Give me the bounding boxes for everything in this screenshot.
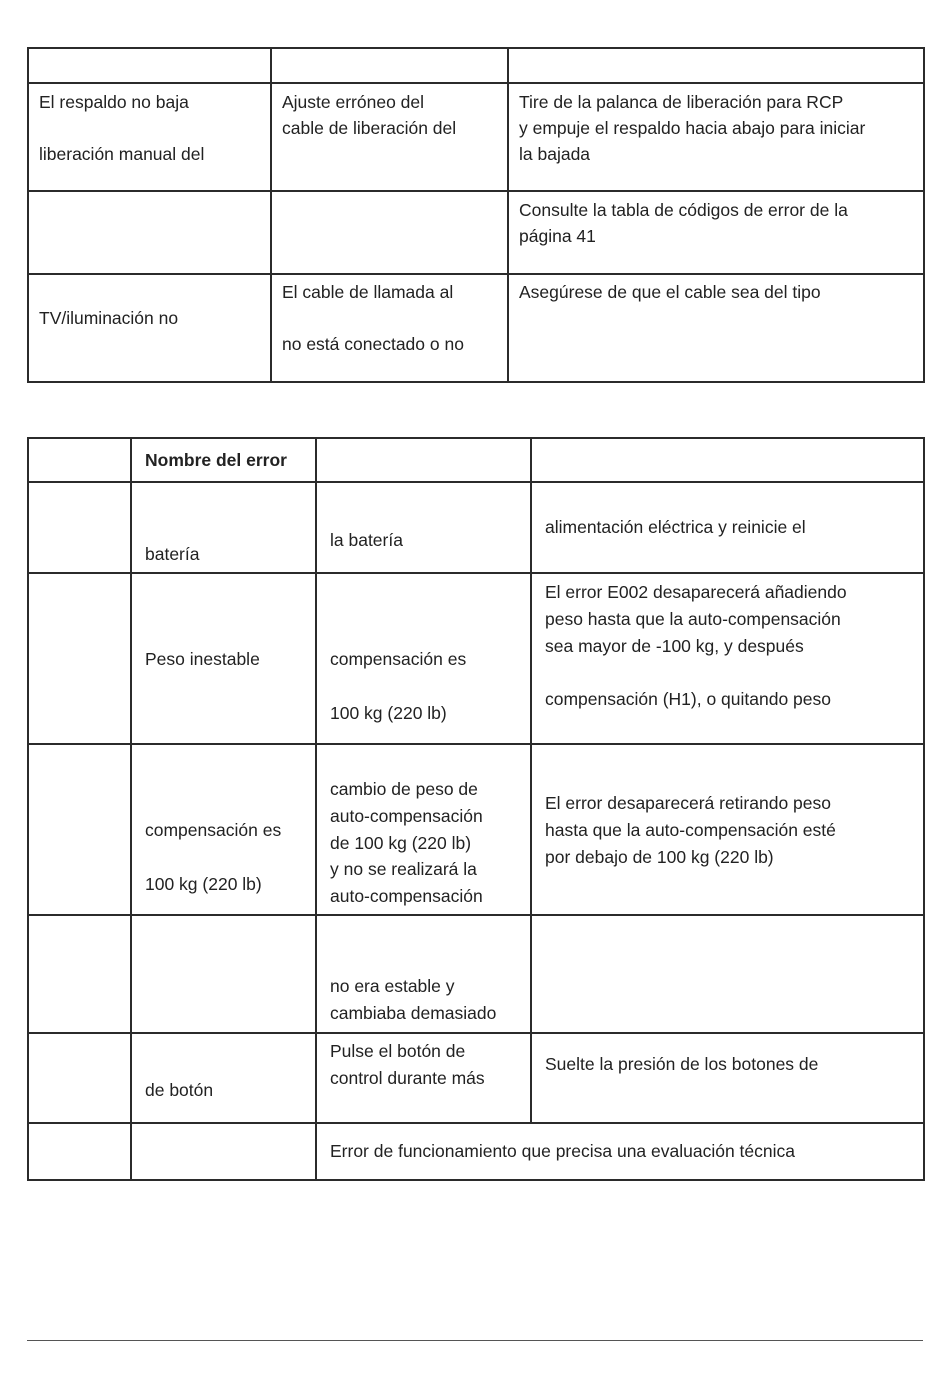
cell-line: Peso inestable [145,649,260,669]
code-cell [28,744,131,915]
error-name-cell [131,915,316,1033]
cell-line: liberación manual del [39,144,205,164]
cause-cell [271,274,508,382]
table-row [28,1123,924,1180]
error-name-cell [131,744,316,915]
cell-line: El cable de llamada al [282,282,454,302]
solution-cell [508,191,924,274]
cell-line: 100 kg (220 lb) [145,873,262,894]
solution-cell [508,83,924,191]
solution-cell [531,915,924,1033]
cause-cell [271,191,508,274]
cell-line: control durante más [330,1067,485,1088]
code-cell [28,1033,131,1123]
cell-line: de botón [145,1080,214,1100]
solution-cell [531,1033,924,1123]
table-row [28,1033,924,1123]
cause-cell [316,1033,531,1123]
error-name-cell [131,482,316,573]
table-row [28,915,924,1033]
cell-line: Consulte la tabla de códigos de error de la [519,200,848,220]
cell-line: peso hasta que la auto-compensación [545,608,841,629]
header-cell [28,438,131,482]
cell-line: Suelte la presión de los botones de [545,1054,819,1074]
cell-line: El error desaparecerá retirando peso [545,793,831,813]
cell-line: sea mayor de -100 kg, y después [545,635,804,656]
table-row [28,191,924,274]
cell-line: El respaldo no baja [39,92,189,112]
cell-line: Error de funcionamiento que precisa una evaluación técnica [330,1141,796,1162]
code-cell [28,915,131,1033]
cell-line: compensación es [330,649,467,669]
cell-line: no está conectado o no [282,334,464,354]
solution-cell [508,274,924,382]
table-row [28,274,924,382]
cause-cell [316,573,531,744]
error-name-cell [131,1033,316,1123]
cell-line: Pulse el botón de [330,1041,466,1061]
header-cell [316,438,531,482]
table-row [28,482,924,573]
problem-cell [28,83,271,191]
code-cell [28,482,131,573]
header-cell [531,438,924,482]
table-row [28,573,924,744]
table-header-row [28,438,924,482]
cell-line: hasta que la auto-compensación esté [545,819,836,840]
cell-line: y empuje el respaldo hacia abajo para iniciar [519,118,866,138]
cell-line: y no se realizará la [330,859,477,880]
cell-line: auto-compensación [330,886,483,907]
cell-line: la bajada [519,144,591,164]
error-name-cell [131,1123,316,1180]
cell-line: no era estable y [330,976,455,996]
troubleshooting-table [27,47,925,383]
table-cell [508,48,924,83]
cause-cell [316,744,531,915]
error-code-table [27,437,925,1181]
cell-line: batería [145,543,200,564]
problem-cell [28,191,271,274]
problem-cell [28,274,271,382]
cell-line: 100 kg (220 lb) [330,702,447,723]
cause-cell [316,482,531,573]
cause-cell [316,915,531,1033]
column-header-label: Nombre del error [145,449,287,470]
cell-line: cambio de peso de [330,779,478,799]
cell-line: de 100 kg (220 lb) [330,832,472,853]
footer-divider [27,1340,923,1341]
table-cell [28,48,271,83]
cell-line: TV/iluminación no [39,308,179,328]
table-row [28,744,924,915]
solution-cell [531,744,924,915]
cell-line: alimentación eléctrica y reinicie el [545,517,806,537]
code-cell [28,573,131,744]
cell-line: la batería [330,530,403,550]
description-cell [316,1123,924,1180]
cause-cell [271,83,508,191]
table-row [28,48,924,83]
table-row [28,83,924,191]
error-name-cell [131,573,316,744]
cell-line: Asegúrese de que el cable sea del tipo [519,282,821,302]
cell-line: Tire de la palanca de liberación para RCP [519,92,844,112]
code-cell [28,1123,131,1180]
cell-line: por debajo de 100 kg (220 lb) [545,846,774,867]
cell-line: cable de liberación del [282,118,457,138]
cell-line: auto-compensación [330,805,483,826]
cell-line: compensación (H1), o quitando peso [545,689,832,710]
cell-line: página 41 [519,226,596,246]
cell-line: compensación es [145,820,282,840]
table-cell [271,48,508,83]
solution-cell [531,482,924,573]
header-cell-error-name [131,438,316,482]
cell-line: Ajuste erróneo del [282,92,425,112]
cell-line: cambiaba demasiado [330,1002,497,1023]
cell-line: El error E002 desaparecerá añadiendo [545,582,847,602]
solution-cell [531,573,924,744]
